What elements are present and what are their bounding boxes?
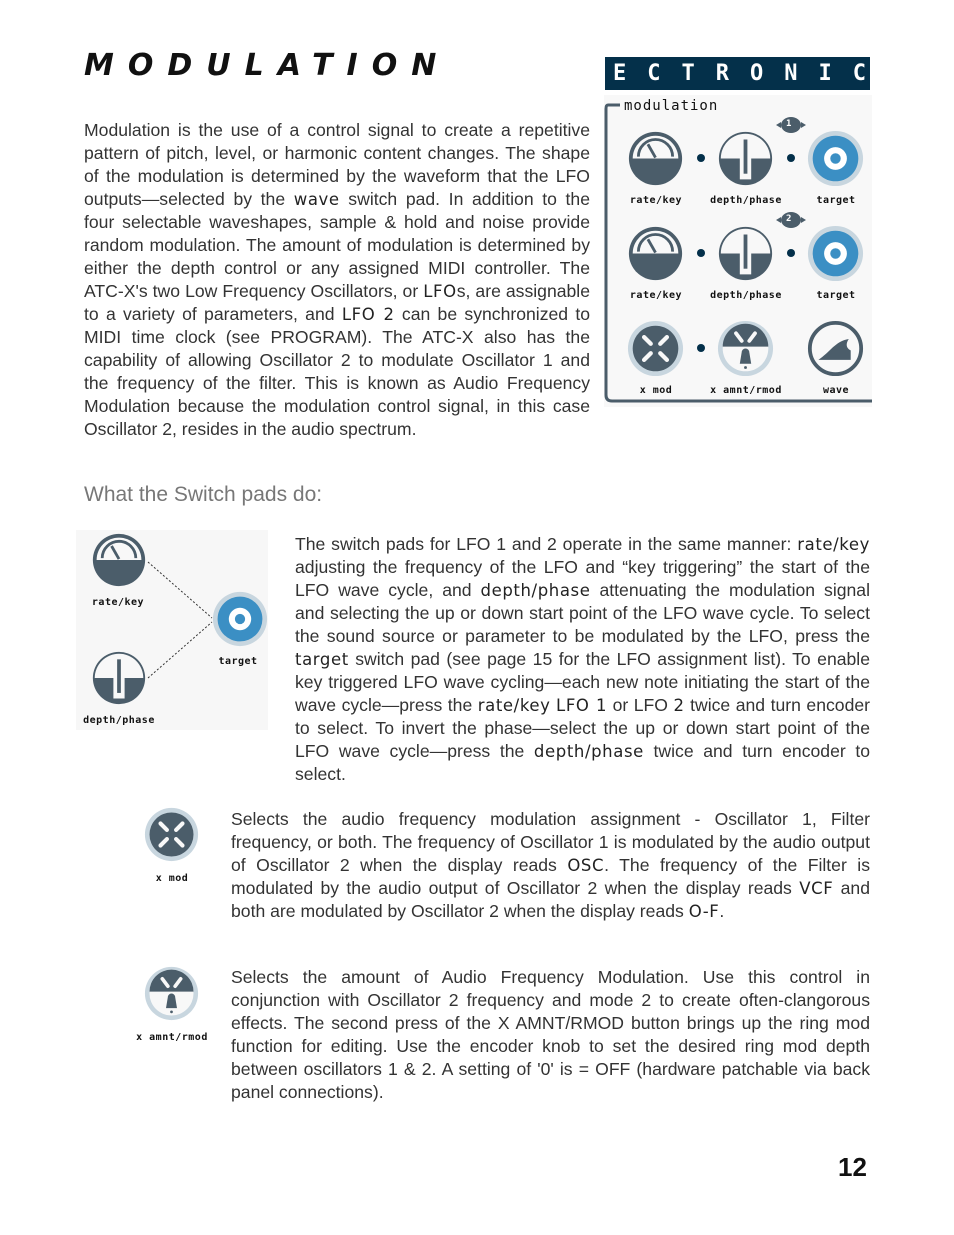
text-run: . The frequency of the Filter is modulated by the audio output of Oscillator 2 when the display reads xyxy=(231,855,870,898)
keyword: wave xyxy=(293,190,340,209)
rate-key-2-label: rate/key xyxy=(629,290,683,301)
keyword: depth/phase xyxy=(533,742,644,761)
switch-pads-paragraph xyxy=(295,533,870,786)
intro-paragraph xyxy=(84,119,870,441)
text-run: and both are modulated by Oscillator 2 when the display reads xyxy=(231,878,870,921)
x-amnt-rmod-paragraph xyxy=(231,966,870,1104)
depth-phase-icon xyxy=(91,650,147,706)
text-run: adjusting the frequency of the LFO and “key triggering” the start of the LFO wave cycle, and xyxy=(295,557,870,600)
x-mod-icon-large xyxy=(144,807,199,862)
keyword: OSC xyxy=(567,856,605,875)
target-2-label: target xyxy=(816,290,856,301)
x-amnt-rmod-icon-large xyxy=(144,966,199,1021)
diagram-rate-key-label: rate/key xyxy=(91,597,145,608)
keyword: LFO 1 xyxy=(556,696,608,715)
text-run: can be synchronized to MIDI time clock (see PROGRAM). The ATC-X also has the capability of allowing Oscillator 2 to modulate Oscillator 1 and the frequency of the filter. This is known as Audio Frequency Modulation because the modulation control signal, in this case Oscillator 2, resides in the audio spectrum. xyxy=(84,304,591,439)
switch-pad-diagram xyxy=(76,530,268,730)
target-1-label: target xyxy=(816,195,856,206)
text-run: Selects the amount of Audio Frequency Modulation. Use this control in conjunction with Oscillator 2 frequency and mode 2 to create often-clangorous effects. The second press of the X AMNT/RMOD button brings up the ring mod function for editing. Use the encoder knob to set the desired ring mod depth between oscillators 1 & 2. A setting of '0' is = OFF (hardware patchable via back panel connections). xyxy=(231,967,870,1102)
text-run: Selects the audio frequency modulation assignment - Oscillator 1, Filter frequency, or both. The frequency of Oscillator 1 is modulated by the audio output of Oscillator 2 when the display reads xyxy=(231,809,870,875)
rate-key-1-label: rate/key xyxy=(629,195,683,206)
lfo1-badge: 1 xyxy=(786,119,792,129)
rate-key-icon xyxy=(91,532,147,588)
target-icon xyxy=(212,591,268,647)
x-amnt-rmod-caption: x amnt/rmod xyxy=(136,1032,208,1043)
lfo2-badge: 2 xyxy=(786,214,792,224)
section-heading: What the Switch pads do: xyxy=(84,483,323,506)
x-mod-caption: x mod xyxy=(155,873,189,884)
keyword: VCF xyxy=(799,879,834,898)
brand-banner: ECTRONICS xyxy=(605,57,870,90)
wave-label: wave xyxy=(822,385,850,396)
text-run: attenuating the modulation signal and selecting the up or down start point of the LFO wave cycle. To select the sound source or parameter to be modulated by the LFO, press the xyxy=(295,580,870,646)
text-run: s, are assignable to a variety of parameters, and xyxy=(84,281,591,324)
depth-phase-2-label: depth/phase xyxy=(710,290,782,301)
keyword: depth/phase xyxy=(480,581,591,600)
diagram-depth-phase-label: depth/phase xyxy=(83,715,155,726)
keyword: rate/key xyxy=(477,696,551,715)
keyword: LFO 2 xyxy=(341,305,395,324)
text-run: twice and turn encoder to select. xyxy=(295,741,871,784)
x-mod-paragraph xyxy=(231,808,870,923)
text-run: twice and turn encoder to select. To invert the phase—select the up or down start point of the LFO wave cycle—press the xyxy=(295,695,870,761)
depth-phase-1-label: depth/phase xyxy=(710,195,782,206)
page-title: MODULATION xyxy=(84,48,451,83)
text-run: . xyxy=(719,901,725,921)
keyword: LFO xyxy=(423,282,457,301)
keyword: target xyxy=(295,650,349,669)
panel-title: modulation xyxy=(624,98,719,114)
text-run: switch pad. In addition to the four selectable waveshapes, sample & hold and noise provide random modulation. The amount of modulation is determined by either the depth control or any assigned MIDI controller. The ATC-X's two Low Frequency Oscillators, or xyxy=(84,189,590,301)
text-run: or LFO xyxy=(607,695,674,715)
keyword: rate/key xyxy=(797,535,870,554)
keyword: 2 xyxy=(673,696,685,715)
x-mod-label: x mod xyxy=(639,385,673,396)
page-number: 12 xyxy=(838,1152,867,1182)
diagram-target-label: target xyxy=(218,656,258,667)
text-run: The switch pads for LFO 1 and 2 operate in the same manner: xyxy=(295,534,798,554)
x-amnt-rmod-label: x amnt/rmod xyxy=(710,385,782,396)
text-run: Modulation is the use of a control signal to create a repetitive pattern of pitch, level, or harmonic content changes. The shape of the modulation is determined by the waveform that the LFO outputs—selected by the xyxy=(84,120,590,209)
text-run: switch pad (see page 15 for the LFO assignment list). To enable key triggered LFO wave cycling—each new note initiating the start of the wave cycle—press the xyxy=(295,649,870,715)
keyword: O-F xyxy=(688,902,720,921)
